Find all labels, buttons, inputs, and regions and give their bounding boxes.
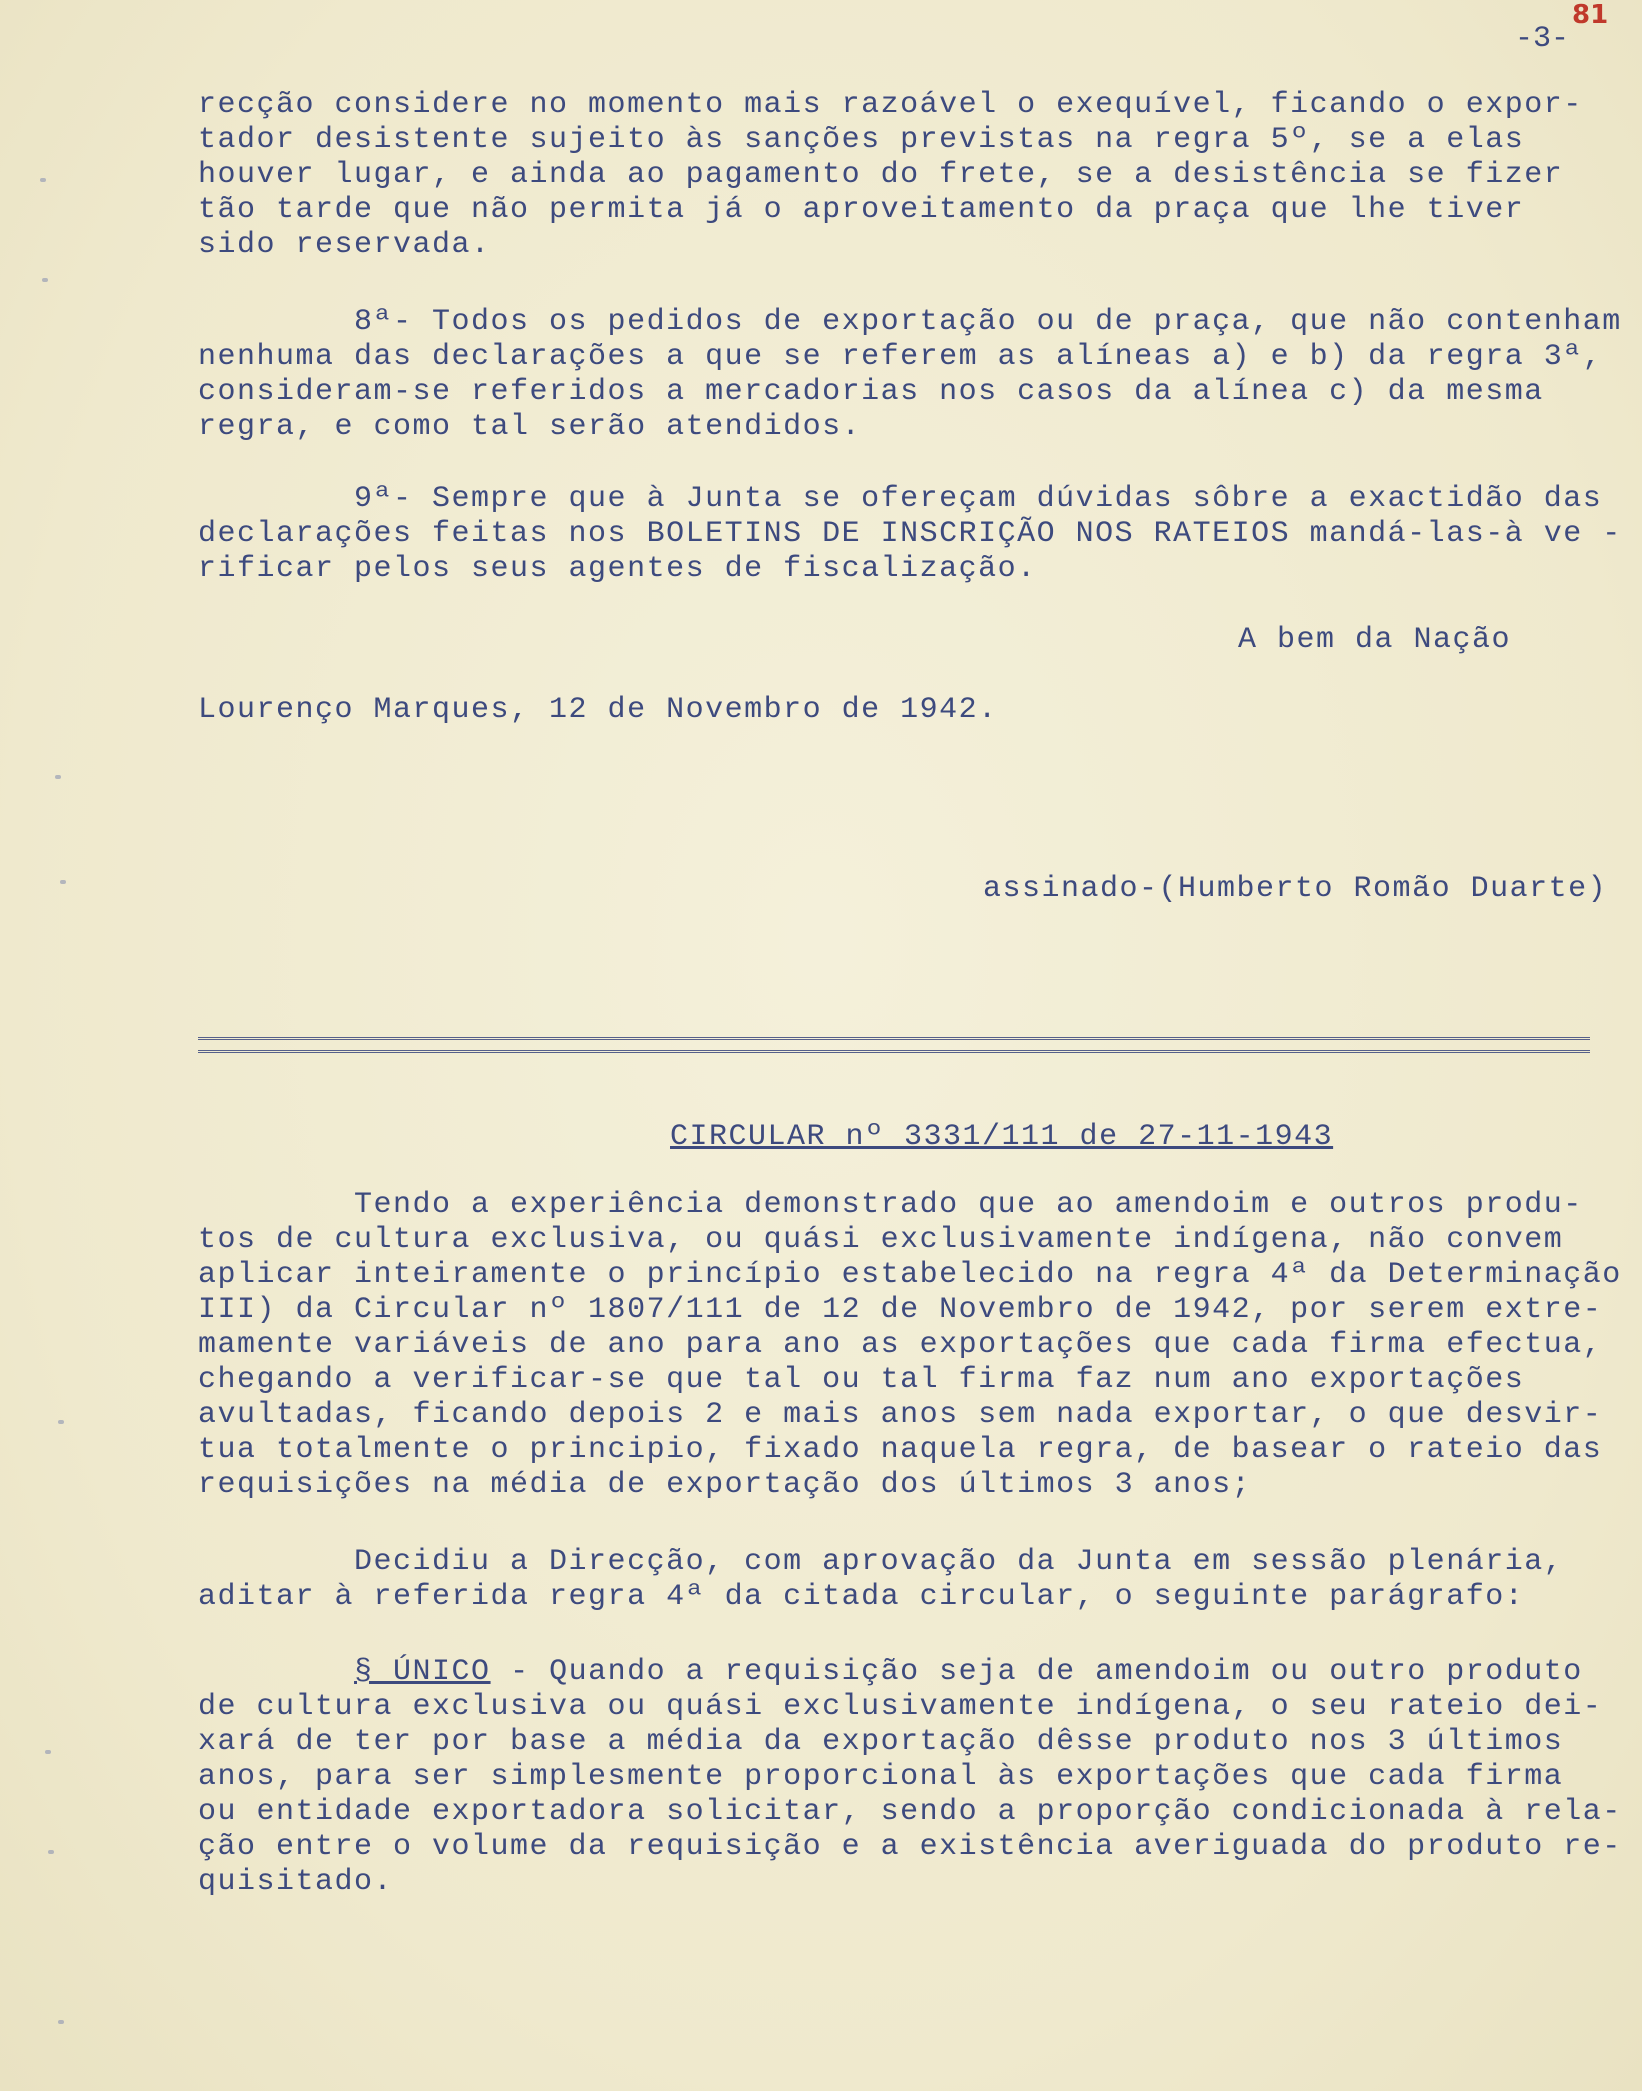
circular-intro-line: requisições na média de exportação dos últimos 3 anos; xyxy=(198,1468,1252,1502)
rule-9-line: 9ª- Sempre que à Junta se ofereçam dúvidas sôbre a exactidão das xyxy=(198,482,1603,516)
unico-line: ção entre o volume da requisição e a existência averiguada do produto re- xyxy=(198,1830,1622,1864)
unico-line: de cultura exclusiva ou quási exclusivamente indígena, o seu rateio dei- xyxy=(198,1690,1603,1724)
paragraph-line: recção considere no momento mais razoável o exequível, ficando o expor- xyxy=(198,88,1583,122)
circular-intro-line: tos de cultura exclusiva, ou quási exclusivamente indígena, não convem xyxy=(198,1223,1564,1257)
rule-9-line: rificar pelos seus agentes de fiscalização. xyxy=(198,552,1037,586)
unico-line: anos, para ser simplesmente proporcional às exportações que cada firma xyxy=(198,1760,1564,1794)
section-divider xyxy=(198,1037,1590,1053)
place-and-date: Lourenço Marques, 12 de Novembro de 1942. xyxy=(198,693,998,727)
page-folio-number: 81 xyxy=(1572,0,1609,30)
decision-line: aditar à referida regra 4ª da citada circular, o seguinte parágrafo: xyxy=(198,1580,1525,1614)
rule-8-line: 8ª- Todos os pedidos de exportação ou de praça, que não contenham xyxy=(198,305,1622,339)
unico-line: xará de ter por base a média da exportação dêsse produto nos 3 últimos xyxy=(198,1725,1564,1759)
circular-intro-line: III) da Circular nº 1807/111 de 12 de Novembro de 1942, por serem extre- xyxy=(198,1293,1603,1327)
margin-mark xyxy=(58,2020,64,2024)
decision-line: Decidiu a Direcção, com aprovação da Junta em sessão plenária, xyxy=(198,1545,1564,1579)
unico-line: - Quando a requisição seja de amendoim ou outro produto xyxy=(490,1655,1583,1689)
circular-intro-line: chegando a verificar-se que tal ou tal firma faz num ano exportações xyxy=(198,1363,1525,1397)
paragraph-line: tão tarde que não permita já o aproveitamento da praça que lhe tiver xyxy=(198,193,1525,227)
margin-mark xyxy=(55,775,61,779)
unico-label: § ÚNICO xyxy=(354,1655,491,1689)
margin-mark xyxy=(45,1750,51,1754)
unico-line: quisitado. xyxy=(198,1865,394,1899)
circular-intro-line: tua totalmente o principio, fixado naquela regra, de basear o rateio das xyxy=(198,1433,1603,1467)
rule-8-line: consideram-se referidos a mercadorias nos casos da alínea c) da mesma xyxy=(198,375,1544,409)
closing-salutation: A bem da Nação xyxy=(1238,623,1512,657)
margin-mark xyxy=(40,178,46,182)
rule-8-line: nenhuma das declarações a que se referem as alíneas a) e b) da regra 3ª, xyxy=(198,340,1603,374)
circular-intro-line: Tendo a experiência demonstrado que ao amendoim e outros produ- xyxy=(198,1188,1583,1222)
paragraph-line: tador desistente sujeito às sanções previstas na regra 5º, se a elas xyxy=(198,123,1525,157)
circular-heading: CIRCULAR nº 3331/111 de 27-11-1943 xyxy=(670,1120,1334,1154)
page-number: -3- xyxy=(1515,22,1570,56)
unico-first-line xyxy=(198,1655,1583,1690)
paragraph-line: houver lugar, e ainda ao pagamento do frete, se a desistência se fizer xyxy=(198,158,1564,192)
paragraph-line: sido reservada. xyxy=(198,228,491,262)
circular-intro-line: avultadas, ficando depois 2 e mais anos sem nada exportar, o que desvir- xyxy=(198,1398,1603,1432)
margin-mark xyxy=(60,880,66,884)
circular-intro-line: mamente variáveis de ano para ano as exportações que cada firma efectua, xyxy=(198,1328,1603,1362)
rule-8-line: regra, e como tal serão atendidos. xyxy=(198,410,862,444)
unico-line: ou entidade exportadora solicitar, sendo a proporção condicionada à rela- xyxy=(198,1795,1622,1829)
margin-mark xyxy=(58,1420,64,1424)
margin-mark xyxy=(48,1850,54,1854)
rule-9-line: declarações feitas nos BOLETINS DE INSCRIÇÃO NOS RATEIOS mandá-las-à ve - xyxy=(198,517,1622,551)
margin-mark xyxy=(42,278,48,282)
circular-intro-line: aplicar inteiramente o princípio estabelecido na regra 4ª da Determinação xyxy=(198,1258,1622,1292)
signature-line: assinado-(Humberto Romão Duarte) xyxy=(983,872,1608,906)
